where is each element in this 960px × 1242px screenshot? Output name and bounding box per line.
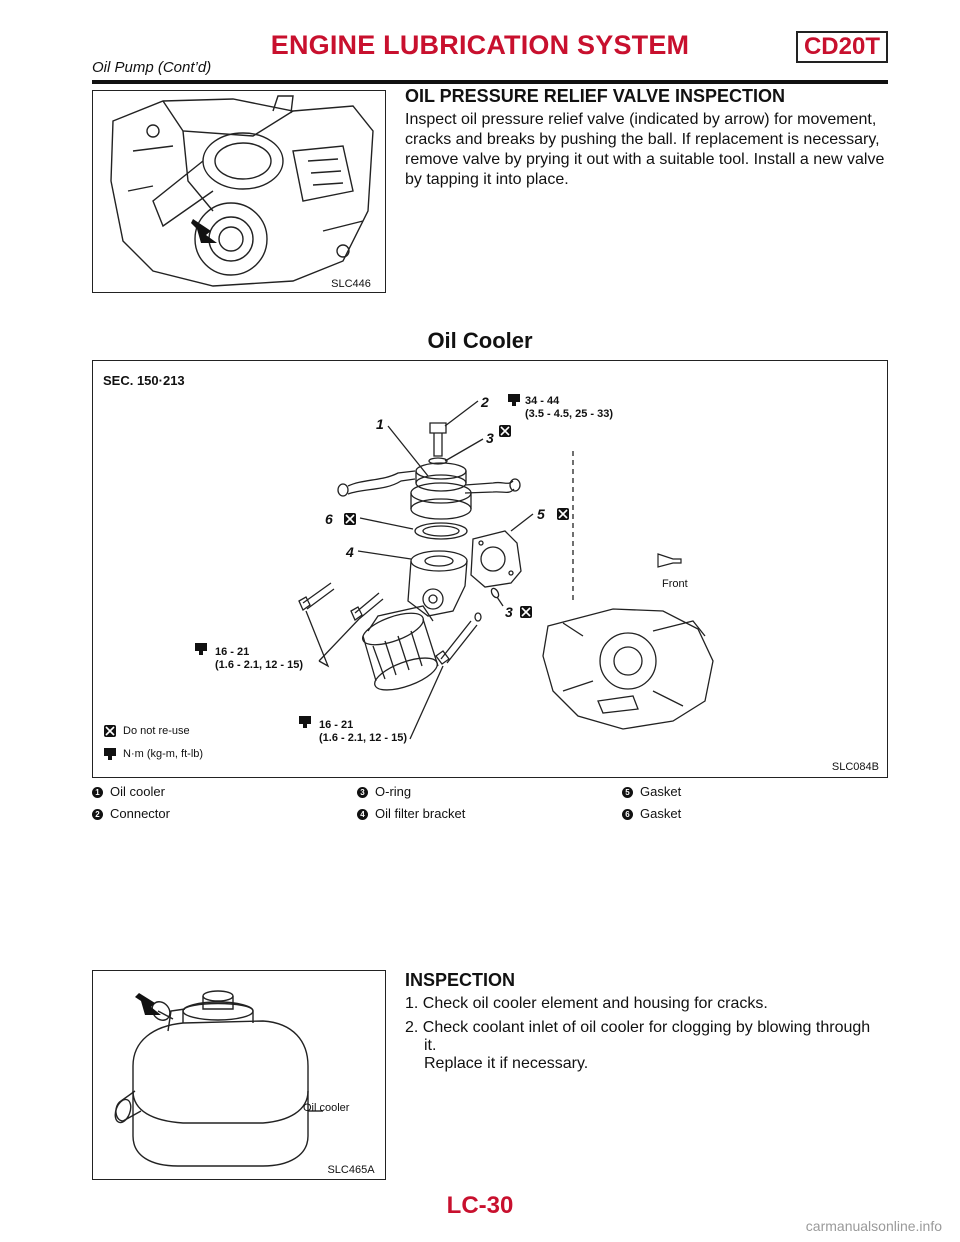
- header-rule: [92, 80, 888, 84]
- figure-id-slc446: SLC446: [331, 278, 371, 290]
- do-not-reuse-icon: [104, 725, 116, 737]
- torque-icon: [299, 716, 311, 728]
- relief-valve-heading: OIL PRESSURE RELIEF VALVE INSPECTION: [405, 86, 786, 106]
- units-legend: N·m (kg-m, ft-lb): [123, 748, 204, 760]
- callout-2: 2: [481, 394, 489, 410]
- page-subtitle: Oil Pump (Cont’d): [92, 59, 212, 76]
- do-not-reuse-icon: [557, 508, 569, 520]
- figure-id-slc084b: SLC084B: [831, 761, 879, 773]
- do-not-reuse-icon-group: [104, 425, 569, 737]
- inspection-step-1: 1. Check oil cooler element and housing for cracks.: [405, 995, 768, 1012]
- legend-item: 2 Connector: [92, 804, 170, 824]
- torque-connector: 34 - 44 (3.5 - 4.5, 25 - 33): [525, 395, 614, 420]
- oil-cooler-diagram: [92, 360, 888, 778]
- page-title: ENGINE LUBRICATION SYSTEM: [270, 30, 690, 60]
- torque-icon: [195, 643, 207, 655]
- engine-code-badge: CD20T: [796, 31, 888, 63]
- legend-item: 4 Oil filter bracket: [357, 804, 465, 824]
- torque-icon: [508, 394, 520, 406]
- do-not-reuse-legend: Do not re-use: [123, 725, 190, 737]
- oil-cooler-label: Oil cooler: [303, 1102, 350, 1114]
- watermark: carmanualsonline.info: [805, 1218, 942, 1234]
- section-label: SEC. 150·213: [103, 373, 185, 388]
- relief-valve-text: Inspect oil pressure relief valve (indicated by arrow) for movement, cracks and breaks by pushing the ball. If replacement is necessary, remove valve by prying it out with a suitable tool. Install a new valve by tapping it into place.: [405, 111, 885, 188]
- inspection-step-2-cont: it.: [424, 1037, 437, 1054]
- relief-valve-figure: [92, 90, 386, 293]
- relief-valve-illustration: [93, 91, 385, 292]
- figure-id-slc465a: SLC465A: [327, 1164, 375, 1176]
- torque-icon: [104, 748, 116, 760]
- oil-cooler-inspection-figure: [92, 970, 386, 1180]
- callout-1: 1: [376, 416, 384, 432]
- oil-cooler-illustration: [93, 971, 385, 1179]
- callout-6: 6: [325, 511, 333, 527]
- inspection-step-2-note: Replace it if necessary.: [424, 1055, 589, 1072]
- front-label: Front: [662, 578, 688, 590]
- do-not-reuse-icon: [344, 513, 356, 525]
- front-arrow-icon: [658, 554, 681, 567]
- inspection-step-2: 2. Check coolant inlet of oil cooler for clogging by blowing through: [405, 1019, 871, 1036]
- callout-3-lower: 3: [505, 604, 513, 620]
- do-not-reuse-icon: [520, 606, 532, 618]
- torque-bottom-bolt: 16 - 21 (1.6 - 2.1, 12 - 15): [319, 719, 408, 744]
- parts-legend: [92, 782, 888, 828]
- legend-item: 6 Gasket: [622, 804, 681, 824]
- legend-item: 5 Gasket: [622, 782, 681, 802]
- arrow-icon: [135, 993, 161, 1015]
- callout-3-upper: 3: [486, 430, 494, 446]
- torque-left-bolts: 16 - 21 (1.6 - 2.1, 12 - 15): [215, 646, 304, 671]
- legend-item: 3 O-ring: [357, 782, 411, 802]
- oil-cooler-exploded-view: [93, 361, 887, 777]
- page-number: LC-30: [446, 1192, 514, 1219]
- callout-5: 5: [537, 506, 545, 522]
- inspection-heading: INSPECTION: [405, 970, 516, 990]
- legend-item: 1 Oil cooler: [92, 782, 165, 802]
- oil-cooler-title: Oil Cooler: [427, 328, 533, 353]
- callout-4: 4: [346, 544, 354, 560]
- do-not-reuse-icon: [499, 425, 511, 437]
